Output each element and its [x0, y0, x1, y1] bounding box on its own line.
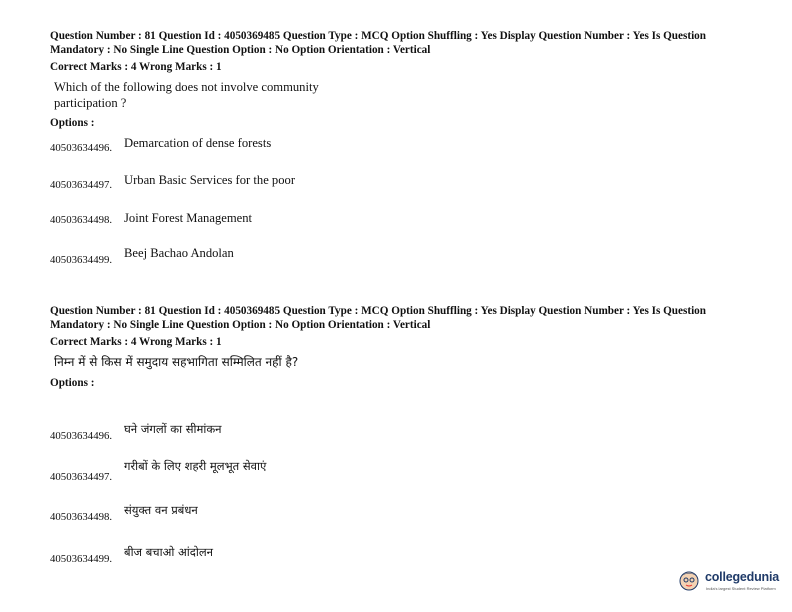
option-id: 40503634497. [50, 471, 113, 483]
options-label: Options : [50, 117, 95, 129]
option-text: संयुक्त वन प्रबंधन [124, 503, 198, 517]
option-id: 40503634499. [50, 553, 113, 565]
question-header: Question Number : 81 Question Id : 4050369485 Question Type : MCQ Option Shuffling : Yes Display Question Number : Yes Is Question Mandatory : No Single Line Question Option : No Option Orientation : Vertical [50, 30, 706, 56]
option-id: 40503634496. [50, 430, 113, 442]
options-list-2 [50, 415, 750, 565]
option-text: Demarcation of dense forests [124, 136, 272, 150]
question-text: निम्न में से किस में समुदाय सहभागिता सम्मिलित नहीं है? [54, 355, 299, 369]
option-id: 40503634498. [50, 214, 113, 226]
options-list-1 [50, 130, 750, 270]
options-label: Options : [50, 377, 95, 389]
question-header: Question Number : 81 Question Id : 4050369485 Question Type : MCQ Option Shuffling : Yes Display Question Number : Yes Is Question Mandatory : No Single Line Question Option : No Option Orientation : Vertical [50, 305, 706, 331]
option-id: 40503634498. [50, 511, 113, 523]
option-id: 40503634496. [50, 142, 113, 154]
marks-line: Correct Marks : 4 Wrong Marks : 1 [50, 336, 222, 348]
option-text: गरीबों के लिए शहरी मूलभूत सेवाएं [124, 459, 267, 473]
question-text: Which of the following does not involve community participation ? [54, 80, 319, 110]
option-id: 40503634499. [50, 254, 113, 266]
question-block-1 [50, 30, 750, 129]
logo-wordmark: collegedunia [705, 570, 780, 584]
option-text: Urban Basic Services for the poor [124, 173, 296, 187]
option-text: बीज बचाओ आंदोलन [124, 545, 214, 559]
mascot-icon [677, 568, 701, 592]
option-text: Beej Bachao Andolan [124, 246, 234, 260]
collegedunia-logo [677, 568, 789, 596]
option-text: Joint Forest Management [124, 211, 253, 225]
marks-line: Correct Marks : 4 Wrong Marks : 1 [50, 61, 222, 73]
logo-tagline: India's largest Student Review Platform [706, 586, 776, 591]
question-block-2 [50, 305, 750, 389]
option-text: घने जंगलों का सीमांकन [124, 422, 222, 436]
option-id: 40503634497. [50, 179, 113, 191]
